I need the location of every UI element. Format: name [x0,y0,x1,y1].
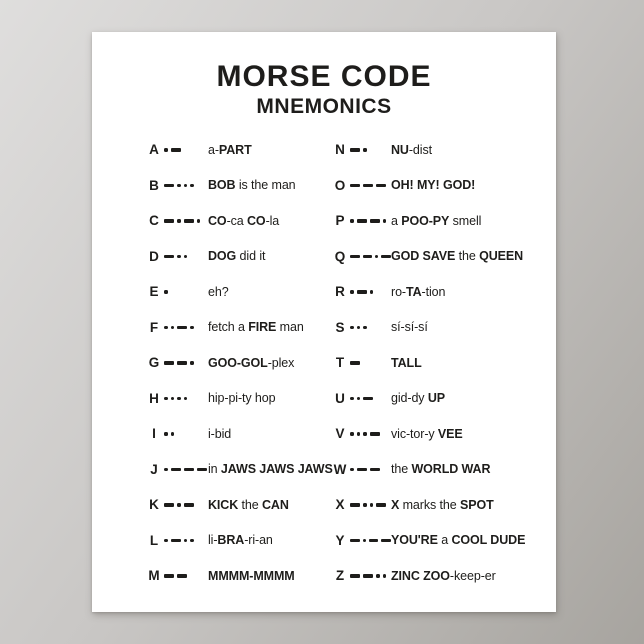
morse-dot [164,397,168,401]
mnemonic-row-A [146,132,332,168]
mnemonic-text: CO-ca CO-la [208,213,280,228]
morse-dash [350,361,360,365]
mnemonic-row-S [332,310,552,346]
mnemonic-text: the WORLD WAR [391,462,491,476]
morse-dash [376,184,386,188]
morse-dash [184,503,194,507]
letter-cell: D [149,248,159,264]
morse-code [348,574,391,578]
letter-cell: J [150,461,158,477]
letter-cell: K [149,497,159,512]
morse-dot [164,290,168,294]
morse-code [162,468,208,472]
mnemonic-row-W [332,452,552,488]
morse-dot [383,219,387,223]
morse-code [348,432,391,436]
letter-cell: E [149,284,159,299]
morse-code [162,255,208,259]
letter-cell: I [152,426,156,441]
letter-cell: Z [335,568,345,583]
mnemonic-row-I [146,416,332,452]
morse-dot [184,397,188,401]
mnemonic-row-G [146,345,332,381]
morse-dot [350,468,354,472]
letter-cell: X [335,497,345,512]
letter-cell: M [148,568,160,583]
morse-dot [350,397,354,401]
mnemonic-row-V [332,416,552,452]
mnemonic-row-E [146,274,332,310]
mnemonic-text: a-PART [208,142,252,157]
letter-cell: V [335,426,345,441]
morse-code [348,468,391,472]
morse-dash [184,219,194,223]
morse-dot [184,184,188,188]
mnemonic-text: MMMM-MMMM [208,568,295,583]
letter-cell: S [335,319,345,335]
mnemonic-text: fetch a FIRE man [208,320,304,334]
morse-dash [164,361,174,365]
morse-dot [370,503,374,507]
letter-cell: G [148,355,160,370]
mnemonic-text: YOU'RE a COOL DUDE [391,533,526,547]
morse-dot [164,468,168,472]
mnemonic-row-Q [332,239,552,275]
mnemonic-row-L [146,523,332,559]
mnemonic-row-Y [332,523,552,559]
morse-code [162,184,208,188]
morse-dot [164,326,168,330]
mnemonic-text: ro-TA-tion [391,284,446,299]
morse-code [162,148,208,152]
morse-dash [370,468,380,472]
morse-dot [171,326,175,330]
morse-dash [350,539,360,543]
morse-dot [357,326,361,330]
morse-code [348,397,391,401]
mnemonic-text: GOO-GOL-plex [208,355,295,370]
mnemonic-text: eh? [208,284,229,299]
morse-dash [177,574,187,578]
morse-dash [171,148,181,152]
letter-cell: H [149,390,159,406]
morse-dot [350,219,354,223]
letter-cell: P [335,213,345,228]
morse-code [162,574,208,578]
mnemonic-text: DOG did it [208,249,266,263]
mnemonic-row-P [332,203,552,239]
morse-dash [363,184,373,188]
mnemonic-row-H [146,381,332,417]
morse-dash [381,255,391,259]
letter-cell: A [149,142,159,157]
morse-code [162,326,208,330]
mnemonic-row-B [146,168,332,204]
mnemonic-text: KICK the CAN [208,497,289,512]
mnemonic-text: X marks the SPOT [391,497,494,512]
morse-dot [184,539,188,543]
morse-code [162,219,208,223]
morse-dash [164,219,174,223]
letter-cell: Y [335,532,345,548]
morse-dash [164,574,174,578]
morse-dot [350,290,354,294]
mnemonic-text: hip-pi-ty hop [208,391,276,405]
mnemonic-row-Z [332,558,552,594]
mnemonic-row-K [146,487,332,523]
mnemonic-row-M [146,558,332,594]
letter-cell: U [335,390,345,406]
morse-dot [164,432,168,436]
letter-cell: L [149,532,159,548]
morse-dash [357,219,367,223]
morse-dot [350,326,354,330]
mnemonic-row-O [332,168,552,204]
letter-cell: R [335,284,345,299]
morse-dash [350,574,360,578]
morse-dash [171,468,181,472]
letter-cell: B [149,177,159,193]
morse-dash [197,468,207,472]
morse-dot [177,397,181,401]
letter-cell: Q [334,248,346,264]
morse-dash [381,539,391,543]
morse-dash [350,503,360,507]
morse-dash [171,539,181,543]
mnemonic-row-T [332,345,552,381]
morse-dot [357,432,361,436]
morse-dot [164,148,168,152]
morse-dot [383,574,387,578]
morse-code [162,361,208,365]
mnemonic-row-X [332,487,552,523]
mnemonic-text: ZINC ZOO-keep-er [391,568,496,583]
mnemonic-text: a POO-PY smell [391,213,482,228]
morse-dot [363,326,367,330]
mnemonic-row-F [146,310,332,346]
letter-cell: T [335,355,345,370]
morse-dot [190,184,194,188]
mnemonic-text: gid-dy UP [391,391,445,405]
mnemonic-row-N [332,132,552,168]
mnemonic-text: sí-sí-sí [391,320,428,334]
morse-dash [369,539,379,543]
mnemonic-text: li-BRA-ri-an [208,533,273,547]
morse-dash [350,148,360,152]
morse-dot [177,255,181,259]
morse-code [348,326,391,330]
morse-dot [164,539,168,543]
morse-dash [370,432,380,436]
morse-dot [177,219,181,223]
morse-dash [357,468,367,472]
mnemonic-text: TALL [391,355,422,370]
letter-cell: C [149,213,159,228]
morse-dash [363,255,373,259]
morse-code [348,361,391,365]
morse-code [162,539,208,543]
mnemonic-row-C [146,203,332,239]
morse-code [348,503,391,507]
morse-dash [164,255,174,259]
letter-cell: O [334,177,346,193]
morse-code [162,432,208,436]
morse-dash [376,503,386,507]
morse-dot [184,255,188,259]
morse-dash [164,503,174,507]
letter-cell: N [335,142,345,157]
morse-dot [190,326,194,330]
morse-code-poster [92,32,556,612]
morse-code [348,148,391,152]
morse-dash [370,219,380,223]
morse-dot [363,432,367,436]
morse-dot [171,432,175,436]
morse-dash [184,468,194,472]
mnemonic-row-U [332,381,552,417]
morse-dot [177,503,181,507]
mnemonic-text: vic-tor-y VEE [391,426,463,441]
morse-dot [190,539,194,543]
morse-dash [177,326,187,330]
poster-subtitle: MNEMONICS [256,95,392,118]
morse-code [348,539,391,543]
morse-dash [363,397,373,401]
mnemonic-text: NU-dist [391,142,432,157]
letter-cell: F [149,319,159,335]
morse-dash [164,184,174,188]
mnemonic-row-D [146,239,332,275]
morse-dash [177,361,187,365]
morse-dot [363,539,366,543]
morse-code [162,290,208,294]
mnemonic-row-R [332,274,552,310]
mnemonic-text: GOD SAVE the QUEEN [391,249,524,263]
morse-dot [171,397,175,401]
morse-code [348,290,391,294]
mnemonic-row-J [146,452,332,488]
morse-dot [376,574,380,578]
mnemonic-text: BOB is the man [208,178,296,192]
morse-dot [375,255,378,259]
morse-dash [363,574,373,578]
letter-cell: W [333,461,347,477]
morse-code [162,503,208,507]
morse-dot [363,148,367,152]
morse-dot [177,184,181,188]
morse-code [348,255,391,259]
poster-title: MORSE CODE [216,60,432,93]
morse-dot [357,397,361,401]
morse-code [348,219,391,223]
mnemonic-text: OH! MY! GOD! [391,178,476,192]
column-left [146,132,332,594]
mnemonic-text: in JAWS JAWS JAWS [208,462,333,476]
morse-dot [350,432,354,436]
morse-dot [197,219,201,223]
morse-dash [350,255,360,259]
morse-dash [350,184,360,188]
morse-dot [363,503,367,507]
morse-code [162,397,208,401]
morse-dash [357,290,367,294]
morse-dot [190,361,194,365]
mnemonic-text: i-bid [208,426,232,441]
column-right [332,132,552,594]
morse-dot [370,290,374,294]
morse-code [348,184,391,188]
